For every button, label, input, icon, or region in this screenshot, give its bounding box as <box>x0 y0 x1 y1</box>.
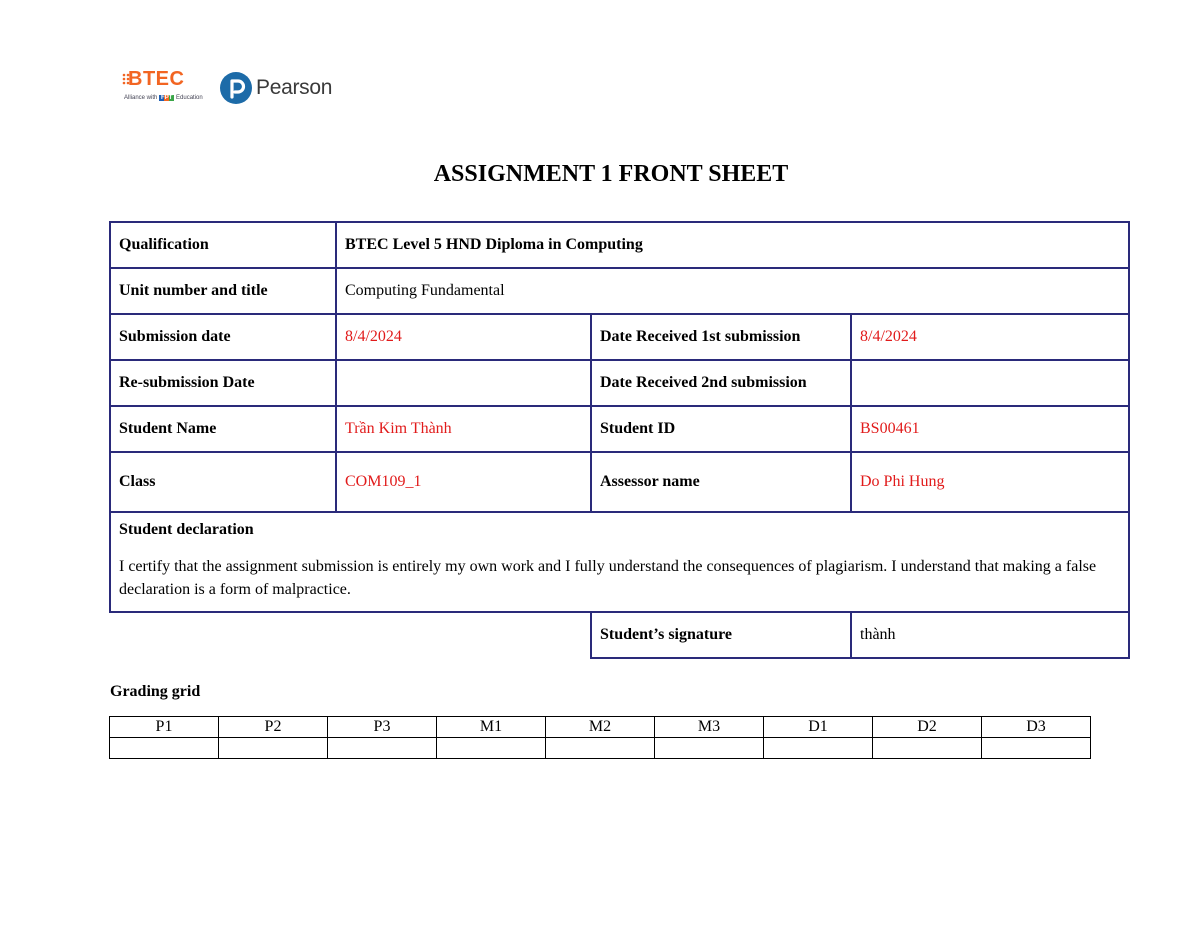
grade-header-m2: M2 <box>546 717 655 738</box>
class-label: Class <box>110 452 336 512</box>
class-value: COM109_1 <box>336 452 591 512</box>
page-title: ASSIGNMENT 1 FRONT SHEET <box>433 161 789 187</box>
grade-header-d2: D2 <box>873 717 982 738</box>
table-row <box>110 314 1129 360</box>
pearson-p-icon <box>220 72 252 104</box>
received-2nd-value <box>851 360 1129 406</box>
table-row <box>110 360 1129 406</box>
student-name-value: Trần Kim Thành <box>336 406 591 452</box>
assessor-label: Assessor name <box>591 452 851 512</box>
declaration-title: Student declaration <box>119 521 254 538</box>
grade-cell-p1 <box>110 738 219 759</box>
grade-header-p2: P2 <box>219 717 328 738</box>
student-id-label: Student ID <box>591 406 851 452</box>
table-row <box>110 268 1129 314</box>
unit-value: Computing Fundamental <box>336 268 1129 314</box>
grade-cell-p3 <box>328 738 437 759</box>
grade-header-d3: D3 <box>982 717 1091 738</box>
grade-header-p1: P1 <box>110 717 219 738</box>
table-row <box>110 512 1129 612</box>
grade-header-p3: P3 <box>328 717 437 738</box>
grade-cell-d1 <box>764 738 873 759</box>
btec-logo <box>122 68 203 108</box>
pearson-logo-text: Pearson <box>256 76 333 99</box>
table-row <box>110 452 1129 512</box>
signature-spacer <box>110 612 591 658</box>
header-logos <box>122 66 332 110</box>
table-row <box>110 406 1129 452</box>
received-1st-label: Date Received 1st submission <box>591 314 851 360</box>
grade-header-m3: M3 <box>655 717 764 738</box>
btec-logo-subtitle <box>124 95 203 101</box>
assessor-value: Do Phi Hung <box>851 452 1129 512</box>
declaration-text: I certify that the assignment submission is entirely my own work and I fully understand the consequences of plagiarism. I understand that making a false declaration is a form of malpractice. <box>119 558 1097 598</box>
qualification-label: Qualification <box>110 222 336 268</box>
grade-header-d1: D1 <box>764 717 873 738</box>
submission-date-label: Submission date <box>110 314 336 360</box>
grading-grid <box>109 716 1091 759</box>
grade-header-m1: M1 <box>437 717 546 738</box>
grade-cell-m1 <box>437 738 546 759</box>
grading-grid-label: Grading grid <box>110 683 201 700</box>
signature-label: Student’s signature <box>591 612 851 658</box>
qualification-value: BTEC Level 5 HND Diploma in Computing <box>336 222 1129 268</box>
resubmission-value <box>336 360 591 406</box>
grade-cell-p2 <box>219 738 328 759</box>
btec-sub-after: Education <box>176 95 203 101</box>
table-row <box>110 612 1129 658</box>
student-declaration <box>110 512 1129 612</box>
grading-value-row <box>110 738 1091 759</box>
student-id-value: BS00461 <box>851 406 1129 452</box>
grade-cell-m3 <box>655 738 764 759</box>
grade-cell-d2 <box>873 738 982 759</box>
grade-cell-d3 <box>982 738 1091 759</box>
grade-cell-m2 <box>546 738 655 759</box>
received-1st-value: 8/4/2024 <box>851 314 1129 360</box>
btec-sub-before: Alliance with <box>124 95 158 101</box>
front-sheet-table <box>109 221 1130 659</box>
grading-header-row <box>110 717 1091 738</box>
signature-value: thành <box>851 612 1129 658</box>
submission-date-value: 8/4/2024 <box>336 314 591 360</box>
received-2nd-label: Date Received 2nd submission <box>591 360 851 406</box>
unit-label: Unit number and title <box>110 268 336 314</box>
student-name-label: Student Name <box>110 406 336 452</box>
table-row <box>110 222 1129 268</box>
resubmission-label: Re-submission Date <box>110 360 336 406</box>
btec-logo-text: BTEC <box>128 68 185 90</box>
fpt-brand: FPT <box>161 95 173 101</box>
pearson-logo <box>220 72 332 104</box>
